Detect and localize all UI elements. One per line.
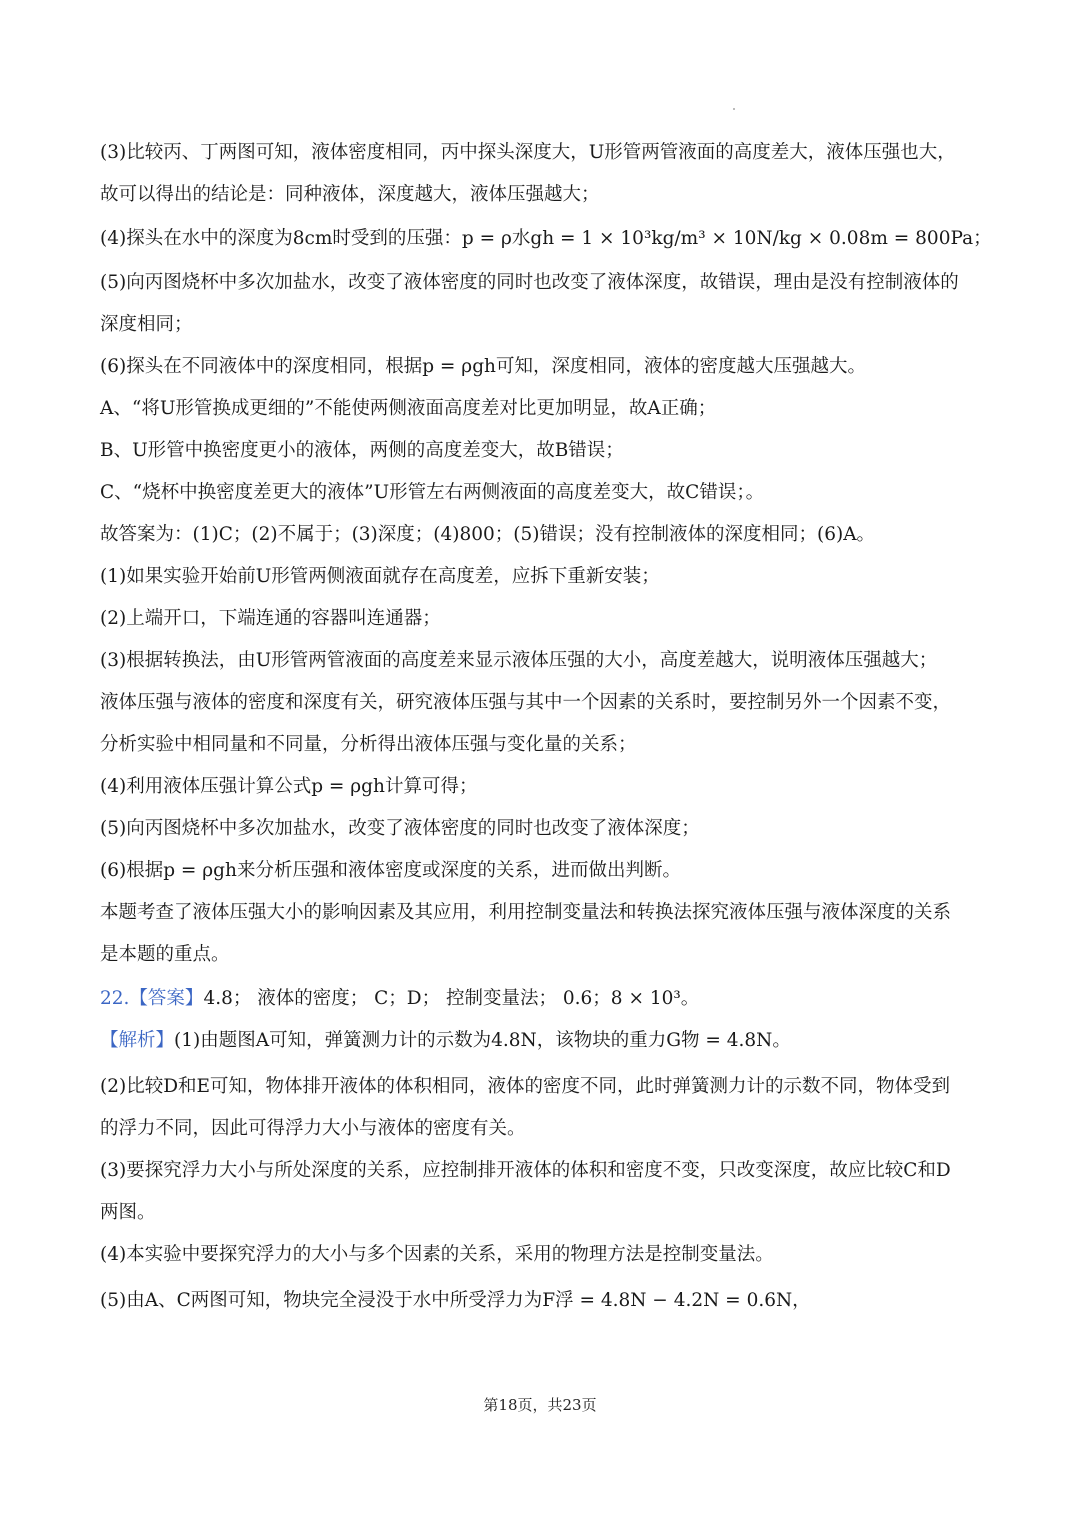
answer-line [100,978,990,1020]
analysis-tag: 【解析】 [100,1030,175,1051]
text-line: (5)向丙图烧杯中多次加盐水，改变了液体密度的同时也改变了液体深度，故错误，理由是没有控制液体的 [100,272,959,293]
text-line: 分析实验中相同量和不同量，分析得出液体压强与变化量的关系； [100,734,637,755]
analysis-text: (1)由题图A可知，弹簧测力计的示数为4.8N，该物块的重力G物 = 4.8N。 [174,1030,791,1051]
text-line: B、U形管中换密度更小的液体，两侧的高度差变大，故B错误； [100,440,624,461]
text-line: (4)本实验中要探究浮力的大小与多个因素的关系，采用的物理方法是控制变量法。 [100,1244,774,1265]
text-line: (3)根据转换法，由U形管两管液面的高度差来显示液体压强的大小，高度差越大，说明液体压强越大； [100,650,938,671]
page-content [100,132,990,1322]
text-line: (5)向丙图烧杯中多次加盐水，改变了液体密度的同时也改变了液体深度； [100,818,700,839]
text-line: 故可以得出的结论是：同种液体，深度越大，液体压强越大； [100,184,600,205]
text-line: (3)要探究浮力大小与所处深度的关系，应控制排开液体的体积和密度不变，只改变深度，故应比较C和D [100,1160,951,1181]
text-line: (6)根据p = ρgh来分析压强和液体密度或深度的关系，进而做出判断。 [100,860,681,881]
text-line: (1)如果实验开始前U形管两侧液面就存在高度差，应拆下重新安装； [100,566,660,587]
text-line: C、“烧杯中换密度差更大的液体”U形管左右两侧液面的高度差变大，故C错误；。 [100,482,765,503]
analysis-line [100,1020,990,1062]
page-number-footer: 第18页，共23页 [483,1396,597,1414]
text-line: 两图。 [100,1202,156,1223]
text-line: 的浮力不同，因此可得浮力大小与液体的密度有关。 [100,1118,526,1139]
answer-text: 4.8； 液体的密度； C；D； 控制变量法； 0.6；8 × 10³。 [203,988,700,1009]
text-line: (3)比较丙、丁两图可知，液体密度相同，丙中探头深度大，U形管两管液面的高度差大，液体压强也大， [100,142,956,163]
question-number: 22. [100,988,130,1009]
text-line: (2)上端开口，下端连通的容器叫连通器； [100,608,441,629]
answer-tag: 【答案】 [129,988,204,1009]
text-line: 故答案为：(1)C；(2)不属于；(3)深度；(4)800；(5)错误；没有控制液体的深度相同；(6)A。 [100,524,876,545]
text-line: A、“将U形管换成更细的”不能使两侧液面高度差对比更加明显，故A正确； [100,398,717,419]
text-line: (5)由A、C两图可知，物块完全浸没于水中所受浮力为F浮 = 4.8N − 4.2N = 0.6N， [100,1290,811,1311]
text-line: 本题考查了液体压强大小的影响因素及其应用，利用控制变量法和转换法探究液体压强与液体深度的关系 [100,902,952,923]
text-line: (6)探头在不同液体中的深度相同，根据p = ρgh可知，深度相同，液体的密度越大压强越大。 [100,356,866,377]
text-line: (2)比较D和E可知，物体排开液体的体积相同，液体的密度不同，此时弹簧测力计的示数不同，物体受到 [100,1076,951,1097]
scan-speck [733,108,735,110]
text-line: (4)利用液体压强计算公式p = ρgh计算可得； [100,776,478,797]
text-line: 深度相同； [100,314,193,335]
text-line: 是本题的重点。 [100,944,230,965]
text-line: 液体压强与液体的密度和深度有关，研究液体压强与其中一个因素的关系时，要控制另外一个因素不变， [100,692,952,713]
text-line: (4)探头在水中的深度为8cm时受到的压强：p = ρ水gh = 1 × 10³kg/m³ × 10N/kg × 0.08m = 800Pa； [100,228,992,249]
